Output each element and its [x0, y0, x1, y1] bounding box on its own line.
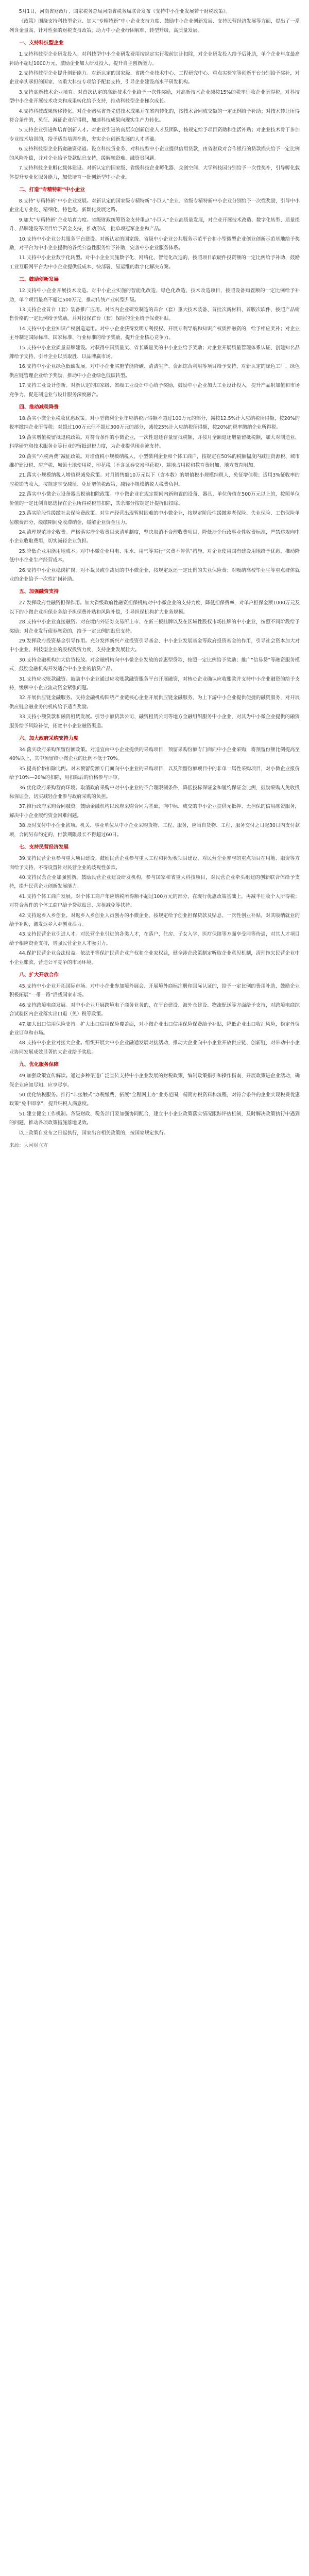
- policy-paragraph: 51.建立健全工作机制。各级财政、税务部门要加强协同配合，建立中小企业政策落实情况跟踪评估机制，及时解决政策执行中遇到的问题，推动各项政策措施落地见效。: [9, 1111, 300, 1126]
- policy-paragraph: 27.发挥政府性融资担保作用。加大省级政府性融资担保机构对中小微企业的支持力度，降低担保费率，对单户担保金额1000万元及以下的小微企业担保业务给予担保费补贴和风险补偿，引导担保机构扩大业务规模。: [9, 600, 300, 615]
- policy-paragraph: 5.支持企业引进和培育创新人才。对企业引进的高层次创新创业人才及团队，按规定给予项目资助和生活补贴；对企业技术骨干参加专业技术培训的，给予适当培训补助，夯实企业创新发展的人才基础。: [9, 127, 300, 142]
- policy-paragraph: 3.支持高新技术企业培育。对首次认定的高新技术企业给予一次性奖励，对高新技术企业减按15%的税率征收企业所得税，对科技型中小企业开展技术攻关和成果转化给予支持，推动科技型企业梯次成长。: [9, 89, 300, 105]
- policy-paragraph: 11.支持中小企业数字化转型。对中小企业实施数字化、网络化、智能化改造的，按照项目软硬件投资额的一定比例给予补助，鼓励工业互联网平台为中小企业提供低成本、快部署、易运维的数字化解决方案。: [9, 255, 300, 270]
- policy-paragraph: 38.及时支付中小企业款项。机关、事业单位从中小企业采购货物、工程、服务，应当自货物、工程、服务交付之日起30日内支付款项，合同另有约定的，付款期限最长不得超过60日。: [9, 823, 300, 838]
- policy-paragraph: 32.开展供应链金融服务。支持金融机构围绕产业链核心企业开展供应链金融服务，为上下游中小企业提供便捷的融资服务，对开展供应链金融业务的机构给予适当奖励。: [9, 695, 300, 710]
- section-heading: 七、支持民营经济发展: [19, 844, 69, 851]
- policy-paragraph: 29.发挥政府投资基金引导作用。充分发挥新兴产业投资引导基金、中小企业发展基金等政府投资基金的作用，引导社会资本加大对中小企业、科技型企业的股权投资力度，支持企业发展壮大。: [9, 638, 300, 653]
- policy-paragraph: 17.支持工业设计创新。对新认定的国家级、省级工业设计中心给予奖励，鼓励中小企业加大工业设计投入，提升产品附加值和市场竞争力，促进制造业与设计服务深度融合。: [9, 383, 300, 398]
- policy-section: [9, 970, 300, 1057]
- article-intro: [9, 7, 300, 35]
- policy-section: [9, 38, 300, 182]
- article: [0, 0, 309, 1155]
- intro-paragraph: 5月1日，河南省财政厅、国家税务总局河南省税务局联合发布《支持中小企业发展若干财税政策》。: [19, 9, 231, 14]
- policy-section: [9, 587, 300, 731]
- intro-paragraph: 《政策》围绕支持科技型企业、加大“专精特新”中小企业支持力度、鼓励中小企业创新发展、支持民营经济发展等方面，提出了一系列含金量高、针对性强的财税支持政策，助力中小企业纾困解难、转型升级、高质量发展。: [9, 19, 300, 33]
- policy-paragraph: 45.支持中小企业开拓国际市场。对中小企业参加境外展会、开展境外商标注册和国际认证的，给予一定比例的费用补助，鼓励企业积极拓展“一带一路”沿线国家市场。: [9, 983, 300, 998]
- policy-paragraph: 1.支持科技型企业研发投入。对科技型中小企业研发费用按规定实行税前加计扣除，对企业研发投入给予后补助，单个企业年度最高补助不超过1000万元，激励企业加大研发投入，提升自主创新能力。: [9, 52, 300, 66]
- policy-paragraph: 39.支持民营企业参与重大项目建设。鼓励民营企业参与重大工程和补短板项目建设，对民营企业参与的重点项目在用地、融资等方面给予支持，不得设置针对民营企业的歧视性条款。: [9, 856, 300, 871]
- section-heading: 二、打造“专精特新”中小企业: [19, 187, 85, 193]
- policy-paragraph: 9.加大“专精特新”企业培育力度。省级财政统筹资金支持重点“小巨人”企业高质量发展，对企业开展技术改造、数字化转型、质量提升、品牌建设等项目给予资金支持，推动形成一批单项冠军企业和产品。: [9, 217, 300, 232]
- policy-paragraph: 15.支持中小企业质量品牌建设。对获得中国质量奖、省长质量奖的中小企业给予奖励；对企业开展质量管理体系认证、创建知名品牌给予支持，引导企业以质取胜、以品牌赢市场。: [9, 345, 300, 360]
- policy-paragraph: 30.支持金融机构加大信贷投放。对金融机构向中小微企业发放的普惠型贷款，按照一定比例给予奖励；推广“信易贷”等融资服务模式，鼓励金融机构开发适合中小企业的信贷产品。: [9, 657, 300, 672]
- policy-paragraph: 24.清理规范涉企收费。严格落实涉企收费目录清单制度，坚决取消不合理收费项目，降低涉企行政事业性收费标准，严禁违规向中小企业收取费用，切实减轻企业负担。: [9, 529, 300, 545]
- policy-section: [9, 734, 300, 839]
- policy-paragraph: 34.落实政府采购预留份额政策。对适宜由中小企业提供的采购项目，预留采购份额专门面向中小企业采购，将预留份额比例提高至40%以上，其中预留给小微企业的比例不低于70%。: [9, 747, 300, 762]
- policy-paragraph: 40.支持民营企业加强创新。鼓励民营企业建设研发机构，参与国家和省重大科技项目，对民营企业牵头组建的创新联合体给予支持，提升民营企业创新发展能力。: [9, 874, 300, 890]
- policy-paragraph: 8.支持“专精特新”中小企业发展。对新认定的国家级专精特新“小巨人”企业、省级专精特新中小企业分别给予一次性奖励，引导中小企业走专业化、精细化、特色化、新颖化发展之路。: [9, 198, 300, 213]
- policy-paragraph: 22.落实中小微企业设备器具税前扣除政策。中小微企业在规定期间内新购置的设备、器具，单位价值在500万元以上的，按照单位价值的一定比例自愿选择在企业所得税税前扣除，其余部分按规定计提折旧扣除。: [9, 492, 300, 506]
- policy-paragraph: 36.优化政府采购营商环境。取消政府采购中对中小企业的不合理限制条件，降低投标保证金和履约保证金比例，鼓励采购人免收投标保证金，切实减轻企业参与政府采购的负担。: [9, 785, 300, 800]
- policy-paragraph: 16.支持中小企业绿色低碳发展。对中小企业实施节能降碳、清洁生产、资源综合利用等项目给予支持，对新认定的绿色工厂、绿色供应链管理企业给予奖励，推动中小企业绿色低碳转型。: [9, 364, 300, 379]
- policy-paragraph: 10.支持中小企业公共服务平台建设。对新认定的国家级、省级中小企业公共服务示范平台和小型微型企业创业创新示范基地给予奖励，对平台为中小企业提供的各类公益性服务给予补助，完善中小企业服务体系。: [9, 236, 300, 251]
- section-heading: 三、鼓励创新发展: [19, 277, 59, 283]
- policy-paragraph: 28.支持中小企业直接融资。对在境内外证券交易所上市、在新三板挂牌以及在区域性股权市场挂牌的中小企业，按照不同阶段给予奖励；对企业发行债券融资的，给予一定比例的贴息支持。: [9, 619, 300, 634]
- policy-paragraph: 41.支持个体工商户发展。对个体工商户年应纳税所得额不超过100万元的部分，在现行优惠政策基础上，再减半征收个人所得税；对符合条件的个体工商户给予贷款贴息、房租减免等扶持。: [9, 893, 300, 909]
- policy-paragraph: 50.优化纳税服务。推行“非接触式”办税缴费，拓展“全程网上办”业务范围，精简办税资料和流程，对符合条件的企业实现税费优惠政策“免申即享”，提升纳税人满意度。: [9, 1092, 300, 1107]
- section-heading: 九、优化服务保障: [19, 1062, 59, 1068]
- policy-paragraph: 35.提高价格扣除比例。对未预留份额专门面向中小企业的采购项目，以及预留份额项目中的非单一属性采购项目，对小微企业报价给予10%—20%的扣除，用扣除后的价格参与评审。: [9, 766, 300, 781]
- policy-paragraph: 48.支持中小企业对接大企业。组织开展大中小企业融通发展对接活动，推动大企业向中小企业开放供应链、创新链，对带动中小企业协同发展成效显著的大企业给予奖励。: [9, 1040, 300, 1055]
- section-heading: 六、加大政府采购支持力度: [19, 736, 79, 742]
- policy-paragraph: 20.落实“六税两费”减征政策。对增值税小规模纳税人、小型微利企业和个体工商户，按规定在50%的税额幅度内减征资源税、城市维护建设税、房产税、城镇土地使用税、印花税（不含证券交易印花税）、耕地占用税和教育费附加、地方教育附加。: [9, 453, 300, 469]
- policy-paragraph: 7.支持科技企业孵化载体建设。对新认定的国家级、省级科技企业孵化器、众创空间、大学科技园分别给予一次性奖补，引导孵化载体提升专业化服务能力，加快培育一批创新型中小企业。: [9, 165, 300, 180]
- policy-paragraph: 37.推行政府采购合同融资。鼓励金融机构以政府采购合同为基础，向中标、成交的中小企业提供无抵押、无担保的信用融资服务，解决中小企业履约资金困难问题。: [9, 804, 300, 819]
- section-heading: 四、推动减税降费: [19, 404, 59, 411]
- policy-paragraph: 44.保护民营企业合法权益。依法平等保护民营企业产权和企业家权益，健全涉企政策制定听取企业意见机制，清理拖欠民营企业中小企业账款，营造公平竞争的市场环境。: [9, 951, 300, 965]
- policy-paragraph: 6.支持科技型企业拓宽融资渠道。设立科技贷业务，对科技型中小企业提供信用贷款，由省财政对合作银行的贷款损失给予一定比例的风险补偿，并对企业给予贷款贴息支持，缓解融资难、融资贵问题。: [9, 146, 300, 161]
- closing-paragraph: 以上政策自发布之日起执行，国家出台相关政策的，按国家规定执行。: [19, 1130, 169, 1136]
- policy-paragraph: 25.降低企业用能用地成本。对中小微企业用电、用水、用气等实行“欠费不停供”措施，对企业使用国有建设用地给予优惠，推动降低中小企业生产经营成本。: [9, 548, 300, 564]
- policy-paragraph: 21.落实小规模纳税人增值税减免政策。对月销售额10万元以下（含本数）的增值税小规模纳税人，免征增值税；适用3%征收率的应税销售收入，按规定享受减征、免征增值税政策，减轻小规模纳税人税费负担。: [9, 472, 300, 487]
- policy-paragraph: 13.支持企业首台（套）装备推广应用。对省内企业研发制造的首台（套）重大技术装备、首批次新材料、首版次软件，按照产品销售价格的一定比例给予奖励，并对投保首台（套）保险的企业给予保费补贴。: [9, 307, 300, 322]
- article-sections: [9, 38, 300, 1127]
- policy-paragraph: 47.加大出口信用保险支持。扩大出口信用保险覆盖面，对小微企业出口信用保险保费给予补贴，降低企业出口收汇风险，稳定外贸企业订单和市场。: [9, 1021, 300, 1036]
- policy-paragraph: 33.支持小额贷款和融资租赁发展。引导小额贷款公司、融资租赁公司等地方金融组织服务中小企业，对其为中小微企业提供的融资服务给予风险补偿，拓宽中小企业融资渠道。: [9, 714, 300, 729]
- policy-paragraph: 26.支持中小企业稳岗扩岗。对不裁员或少裁员的中小微企业，按规定返还一定比例的失业保险费；对吸纳高校毕业生等重点群体就业的企业给予一次性扩岗补助。: [9, 567, 300, 582]
- policy-section: [9, 275, 300, 399]
- policy-section: [9, 185, 300, 272]
- policy-paragraph: 4.支持科技成果转移转化。对企业购买省外先进技术成果并在省内转化的，按技术合同成交额的一定比例给予补助；对技术转让所得符合条件的，免征、减征企业所得税，加速科技成果向现实生产力转化。: [9, 108, 300, 124]
- policy-paragraph: 46.支持跨境电商发展。对中小企业开展跨境电子商务业务的，在平台建设、海外仓建设、物流配送等方面给予支持，对跨境电商综合试验区内企业落实出口退（免）税等政策。: [9, 1002, 300, 1018]
- policy-paragraph: 2.支持科技型企业提升创新能力。对新认定的国家级、省级企业技术中心、工程研究中心、重点实验室等创新平台分别给予奖补，对企业牵头承担的国家、省重大科技专项给予配套支持，引导企业建设高水平研发机构。: [9, 71, 300, 86]
- policy-section: [9, 842, 300, 967]
- policy-section: [9, 1060, 300, 1127]
- section-heading: 八、扩大开放合作: [19, 972, 59, 978]
- policy-section: [9, 402, 300, 584]
- section-heading: 五、加强融资支持: [19, 589, 59, 595]
- section-heading: 一、支持科技型企业: [19, 40, 64, 46]
- source-line: 来源：大河财立方: [9, 1143, 48, 1149]
- policy-paragraph: 23.落实阶段性缓缴社会保险费政策。对生产经营出现暂时困难的中小微企业，按规定阶段性缓缴养老保险、失业保险、工伤保险单位缴费部分，缓缴期间免收滞纳金，缓解企业资金压力。: [9, 511, 300, 526]
- policy-paragraph: 49.加强政策宣传解读。通过多种渠道广泛宣传支持中小企业发展的财税政策，编制政策指引和操作指南，开展政策进企业活动，确保企业应知尽知、应享尽享。: [9, 1073, 300, 1088]
- policy-paragraph: 18.落实小微企业税收优惠政策。对小型微利企业年应纳税所得额不超过100万元的部分，减按12.5%计入应纳税所得额，按20%的税率缴纳企业所得税；对超过100万元但不超过300万元的部分，减按25%计入应纳税所得额，按20%的税率缴纳企业所得税。: [9, 416, 300, 431]
- policy-paragraph: 12.支持中小企业开展技术改造。对中小企业实施的智能化改造、绿色化改造、技术改造项目，按照设备购置额的一定比例给予补助，单个项目最高不超过500万元，推动传统产业转型升级。: [9, 288, 300, 303]
- policy-paragraph: 19.落实增值税留抵退税政策。对符合条件的小微企业，一次性退还存量留抵税额，并按月全额退还增量留抵税额，加大对制造业、科学研究和技术服务业等行业的留抵退税力度，为企业提供现金流支持。: [9, 434, 300, 450]
- policy-paragraph: 31.支持应收账款融资。鼓励中小企业通过应收账款融资服务平台开展融资，对核心企业确认应收账款并支持中小企业融资的给予支持，缓解中小企业流动资金紧张问题。: [9, 676, 300, 691]
- policy-paragraph: 42.支持返乡入乡创业。对返乡入乡创业人员创办的小微企业，按规定给予创业担保贷款及贴息、一次性创业补贴，对其吸纳就业的给予补助，激发返乡入乡创业活力。: [9, 912, 300, 927]
- policy-paragraph: 14.支持中小企业知识产权创造运用。对中小企业获得发明专利授权、开展专利导航和知识产权质押融资的，给予相应奖补；对企业主导制定国际标准、国家标准、行业标准的给予奖励，提升企业核心竞争力。: [9, 326, 300, 341]
- policy-paragraph: 43.支持民营企业引进人才。对民营企业引进的各类人才，在落户、住房、子女入学、医疗保障等方面享受同等待遇，对其人才项目给予相应资金支持，增强民营企业人才吸引力。: [9, 931, 300, 946]
